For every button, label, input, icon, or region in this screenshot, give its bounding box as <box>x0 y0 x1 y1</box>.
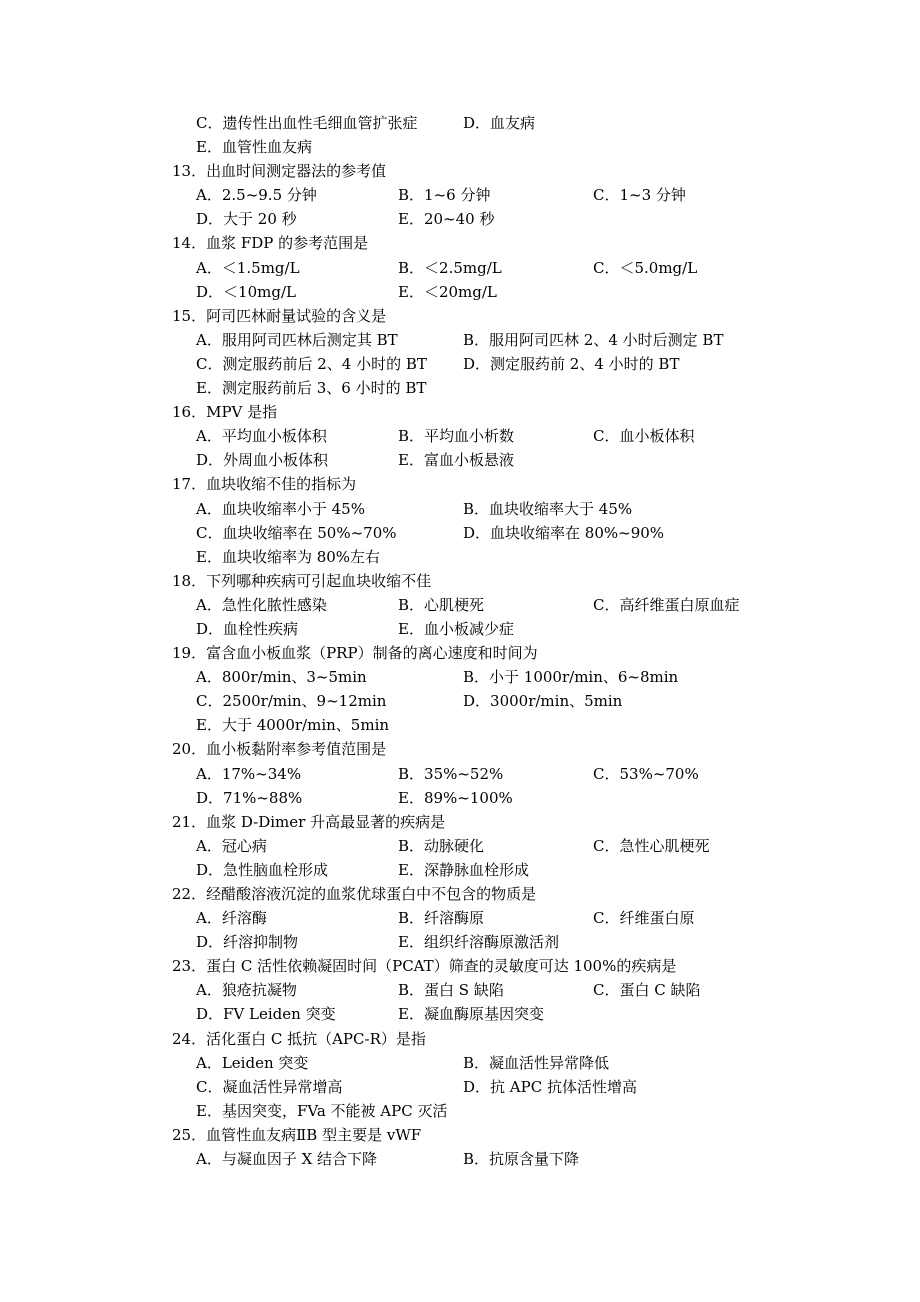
question-stem: 17．血块收缩不佳的指标为 <box>172 475 357 494</box>
answer-option: A．2.5~9.5 分钟 <box>196 186 317 205</box>
answer-option: A．与凝血因子 X 结合下降 <box>196 1150 378 1169</box>
option-row <box>0 978 920 1002</box>
answer-option: B．纤溶酶原 <box>398 909 485 928</box>
answer-option: D．大于 20 秒 <box>196 210 297 229</box>
answer-option: D．血块收缩率在 80%~90% <box>463 523 665 542</box>
answer-option: C．血块收缩率在 50%~70% <box>196 523 397 542</box>
option-row <box>0 376 920 400</box>
answer-option: B．抗原含量下降 <box>463 1150 580 1169</box>
option-row <box>0 448 920 472</box>
answer-option: E．测定服药前后 3、6 小时的 BT <box>196 379 427 398</box>
answer-option: D．FV Leiden 突变 <box>196 1005 336 1024</box>
answer-option: D．血栓性疾病 <box>196 619 299 638</box>
option-row <box>0 256 920 280</box>
answer-option: A．纤溶酶 <box>196 909 267 928</box>
option-row <box>0 1051 920 1075</box>
option-row <box>0 424 920 448</box>
answer-option: B．服用阿司匹林 2、4 小时后测定 BT <box>463 330 724 349</box>
option-row <box>0 762 920 786</box>
answer-option: B．血块收缩率大于 45% <box>463 499 633 518</box>
answer-option: D．71%~88% <box>196 788 303 807</box>
answer-option: E．血管性血友病 <box>196 138 312 157</box>
question-stem: 20．血小板黏附率参考值范围是 <box>172 740 387 759</box>
option-row <box>0 328 920 352</box>
answer-option: C．2500r/min、9~12min <box>196 692 387 711</box>
answer-option: C．急性心肌梗死 <box>593 836 710 855</box>
option-row <box>0 545 920 569</box>
answer-option: D．外周血小板体积 <box>196 451 329 470</box>
option-row <box>0 593 920 617</box>
answer-option: A．冠心病 <box>196 836 267 855</box>
answer-option: A．17%~34% <box>196 764 302 783</box>
option-row <box>0 135 920 159</box>
answer-option: E．基因突变，FVa 不能被 APC 灭活 <box>196 1101 448 1120</box>
question-stem: 24．活化蛋白 C 抵抗（APC-R）是指 <box>172 1029 426 1048</box>
answer-option: E．组织纤溶酶原激活剂 <box>398 933 559 952</box>
answer-option: B．蛋白 S 缺陷 <box>398 981 504 1000</box>
answer-option: D．抗 APC 抗体活性增高 <box>463 1077 637 1096</box>
answer-option: A．服用阿司匹林后测定其 BT <box>196 330 398 349</box>
option-row <box>0 352 920 376</box>
answer-option: E．富血小板悬液 <box>398 451 514 470</box>
answer-option: C．遗传性出血性毛细血管扩张症 <box>196 114 418 132</box>
option-row <box>0 521 920 545</box>
answer-option: E．＜20mg/L <box>398 282 497 301</box>
question-stem: 22．经醋酸溶液沉淀的血浆优球蛋白中不包含的物质是 <box>172 885 537 903</box>
answer-option: B．心肌梗死 <box>398 595 485 614</box>
option-row <box>0 280 920 304</box>
option-row <box>0 689 920 713</box>
answer-option: B．凝血活性异常降低 <box>463 1053 610 1072</box>
option-row <box>0 930 920 954</box>
answer-option: B．小于 1000r/min、6~8min <box>463 668 679 687</box>
answer-option: D．纤溶抑制物 <box>196 933 299 952</box>
answer-option: A．平均血小板体积 <box>196 427 327 446</box>
option-row <box>0 1099 920 1123</box>
answer-option: E．凝血酶原基因突变 <box>398 1005 544 1024</box>
option-row <box>0 1147 920 1171</box>
answer-option: C．53%~70% <box>593 764 699 783</box>
option-row <box>0 858 920 882</box>
answer-option: B．平均血小析数 <box>398 427 515 446</box>
option-row <box>0 713 920 737</box>
option-row <box>0 665 920 689</box>
answer-option: E．深静脉血栓形成 <box>398 860 529 879</box>
question-stem: 14．血浆 FDP 的参考范围是 <box>172 234 369 253</box>
answer-option: A．Leiden 突变 <box>196 1053 309 1072</box>
option-row <box>0 834 920 858</box>
answer-option: D．测定服药前 2、4 小时的 BT <box>463 354 680 373</box>
answer-option: E．血小板减少症 <box>398 619 514 638</box>
answer-option: D．＜10mg/L <box>196 282 296 301</box>
answer-option: C．＜5.0mg/L <box>593 258 698 277</box>
answer-option: B．1~6 分钟 <box>398 186 491 205</box>
answer-option: D．血友病 <box>463 114 536 132</box>
answer-option: C．测定服药前后 2、4 小时的 BT <box>196 354 427 373</box>
answer-option: A．狼疮抗凝物 <box>196 981 297 1000</box>
answer-option: B．＜2.5mg/L <box>398 258 502 277</box>
answer-option: E．血块收缩率为 80%左右 <box>196 547 381 566</box>
option-row <box>0 1075 920 1099</box>
option-row <box>0 786 920 810</box>
option-row <box>0 207 920 231</box>
answer-option: B．动脉硬化 <box>398 836 485 855</box>
answer-option: C．1~3 分钟 <box>593 186 686 205</box>
answer-option: A．急性化脓性感染 <box>196 595 327 614</box>
answer-option: D．3000r/min、5min <box>463 692 623 711</box>
answer-option: B．35%~52% <box>398 764 504 783</box>
question-stem: 13．出血时间测定器法的参考值 <box>172 162 387 181</box>
answer-option: E．大于 4000r/min、5min <box>196 716 390 735</box>
option-row <box>0 1002 920 1026</box>
question-stem: 21．血浆 D-Dimer 升高最显著的疾病是 <box>172 812 446 831</box>
question-stem: 23．蛋白 C 活性依赖凝固时间（PCAT）筛查的灵敏度可达 100%的疾病是 <box>172 957 677 976</box>
question-stem: 18．下列哪种疾病可引起血块收缩不佳 <box>172 571 432 590</box>
answer-option: C．血小板体积 <box>593 427 695 446</box>
answer-option: C．高纤维蛋白原血症 <box>593 595 740 614</box>
answer-option: E．89%~100% <box>398 788 513 807</box>
answer-option: C．凝血活性异常增高 <box>196 1077 343 1096</box>
option-row <box>0 111 920 135</box>
question-stem: 25．血管性血友病ⅡB 型主要是 vWF <box>172 1125 422 1144</box>
option-row <box>0 617 920 641</box>
question-stem: 15．阿司匹林耐量试验的含义是 <box>172 306 387 325</box>
option-row <box>0 906 920 930</box>
question-stem: 16．MPV 是指 <box>172 403 278 422</box>
option-row <box>0 497 920 521</box>
answer-option: A．＜1.5mg/L <box>196 258 300 277</box>
answer-option: D．急性脑血栓形成 <box>196 860 329 879</box>
answer-option: C．纤维蛋白原 <box>593 909 695 928</box>
answer-option: C．蛋白 C 缺陷 <box>593 981 701 1000</box>
question-stem: 19．富含血小板血浆（PRP）制备的离心速度和时间为 <box>172 644 538 663</box>
option-row <box>0 183 920 207</box>
exam-page <box>0 111 920 1171</box>
answer-option: E．20~40 秒 <box>398 210 495 229</box>
answer-option: A．血块收缩率小于 45% <box>196 499 365 518</box>
answer-option: A．800r/min、3~5min <box>196 668 367 687</box>
